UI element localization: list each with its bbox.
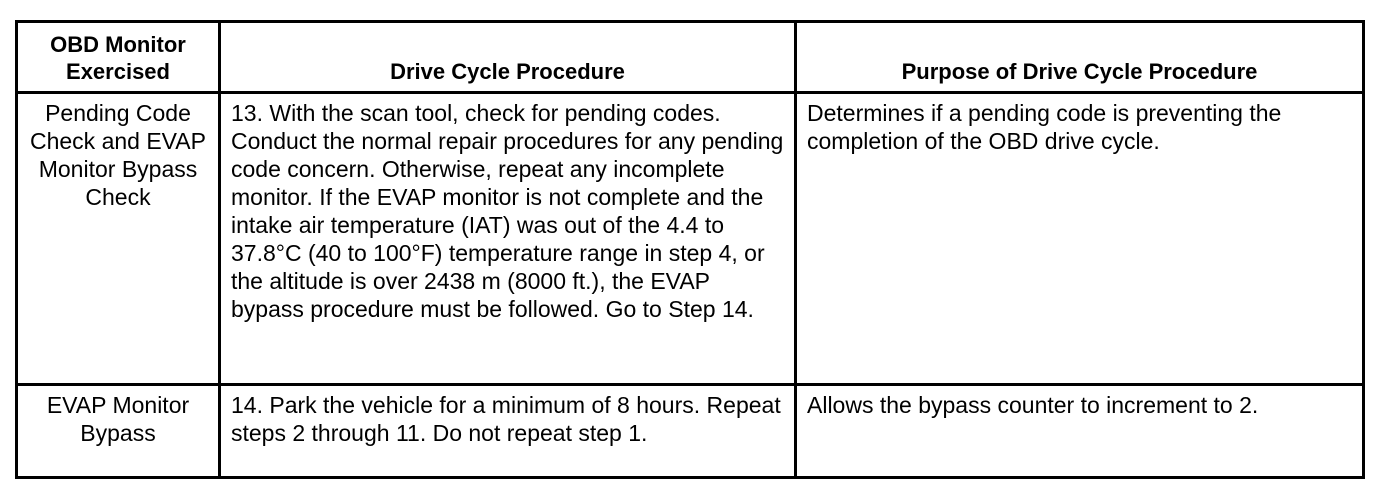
monitor-cell: Pending Code Check and EVAP Monitor Bypass Check	[17, 93, 220, 385]
purpose-cell: Allows the bypass counter to increment to 2.	[796, 385, 1364, 478]
monitor-cell: EVAP Monitor Bypass	[17, 385, 220, 478]
procedure-cell: 14. Park the vehicle for a minimum of 8 hours. Repeat steps 2 through 11. Do not repeat step 1.	[220, 385, 796, 478]
table-row	[17, 93, 1364, 385]
header-drive-cycle-procedure: Drive Cycle Procedure	[220, 22, 796, 93]
header-purpose: Purpose of Drive Cycle Procedure	[796, 22, 1364, 93]
procedure-cell: 13. With the scan tool, check for pending codes. Conduct the normal repair procedures for any pending code concern. Otherwise, repeat any incomplete monitor. If the EVAP monitor is not complete and the intake air temperature (IAT) was out of the 4.4 to 37.8°C (40 to 100°F) temperature range in step 4, or the altitude is over 2438 m (8000 ft.), the EVAP bypass procedure must be followed. Go to Step 14.	[220, 93, 796, 385]
purpose-cell: Determines if a pending code is preventing the completion of the OBD drive cycle.	[796, 93, 1364, 385]
header-obd-monitor-exercised: OBD Monitor Exercised	[17, 22, 220, 93]
drive-cycle-table	[15, 20, 1365, 479]
table-header-row	[17, 22, 1364, 93]
table-row	[17, 385, 1364, 478]
